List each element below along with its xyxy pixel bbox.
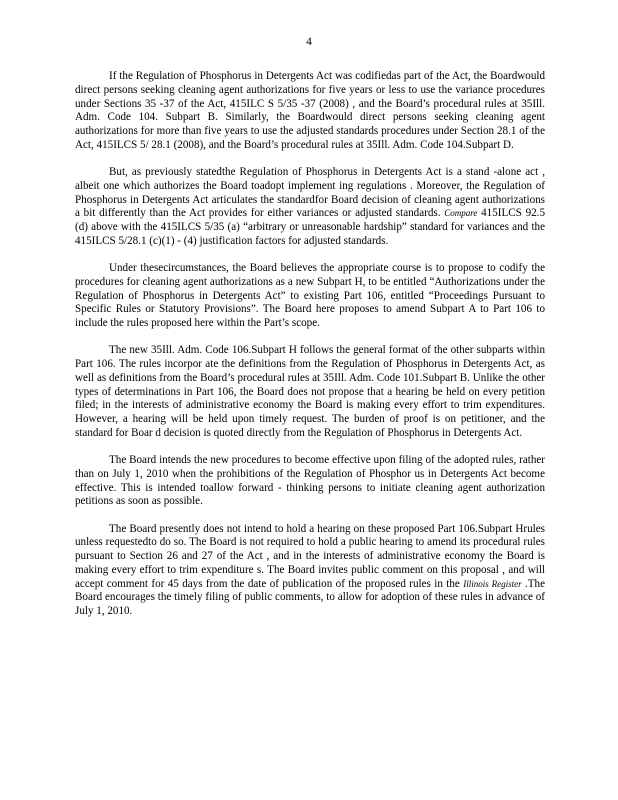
- paragraph-5: The Board intends the new procedures to become effective upon filing of the adopted rules, rather than on July 1, 2010 when the prohibitions of the Regulation of Phosphor us in Detergents Act become effective. This is intended toallow forward - thinking persons to initiate cleaning agent authorization petitions as soon as possible.: [75, 454, 545, 508]
- paragraph-1: If the Regulation of Phosphorus in Detergents Act was codifiedas part of the Act, the Boardwould direct persons seeking cleaning agent authorizations for five years or less to use the variance procedures under Sections 35 -37 of the Act, 415ILC S 5/35 -37 (2008) , and the Board’s procedural rules at 35Ill. Adm. Code 104. Subpart B. Similarly, the Boardwould direct persons seeking cleaning agent authorizations for more than five years to use the adjusted standards procedures under Section 28.1 of the Act, 415ILCS 5/ 28.1 (2008), and the Board’s procedural rules at 35Ill. Adm. Code 104.Subpart D.: [75, 70, 545, 151]
- italic-citation: Illinois Register: [463, 578, 522, 589]
- paragraph-6: The Board presently does not intend to hold a hearing on these proposed Part 106.Subpart Hrules unless requestedto do so. The Board is not required to hold a public hearing to amend its procedural rules pursuant to Section 26 and 27 of the Act , and in the interests of administrative economy the Board is making every effort to trim expenditure s. The Board invites public comment on this proposal , and will accept comment for 45 days from the date of publication of the proposed rules in the Illinois Register .The Board encourages the timely filing of public comments, to allow for adoption of these rules in advance of July 1, 2010.: [75, 522, 546, 617]
- paragraph-2: But, as previously statedthe Regulation of Phosphorus in Detergents Act is a stand -alone act , albeit one which authorizes the Board toadopt implement ing regulations . Moreover, the Regulation of Phosphorus in Detergents Act articulates the standardfor Board decision of cleaning agent authorizations a bit differently than the Act provides for either variances or adjusted standards. Compare 415ILCS 92.5 (d) above with the 415ILCS 5/35 (a) “arbitrary or unreasonable hardship” standard for variances and the 415ILCS 5/28.1 (c)(1) - (4) justification factors for adjusted standards.: [75, 166, 545, 247]
- paragraph-3: Under thesecircumstances, the Board believes the appropriate course is to propose to codify the procedures for cleaning agent authorizations as a new Subpart H, to be entitled “Authorizations under the Regulation of Phosphorus in Detergents Act” to existing Part 106, entitled “Proceedings Pursuant to Specific Rules or Statutory Provisions”. The Board here proposes to amend Subpart A to Part 106 to include the rules proposed here within the Part’s scope.: [75, 262, 545, 329]
- italic-citation: Compare: [444, 208, 478, 219]
- page-number: 4: [306, 36, 312, 48]
- body-text: [75, 70, 545, 632]
- paragraph-4: The new 35Ill. Adm. Code 106.Subpart H follows the general format of the other subparts within Part 106. The rules incorpor ate the definitions from the Regulation of Phosphorus in Detergents Act, as well as definitions from the Board’s procedural rules at 35Ill. Adm. Code 101.Subpart B. Unlike the other types of determinations in Part 106, the Board does not propose that a hearing be held on every petition filed; in the interests of administrative economy the Board is making every effort to trim expenditures. However, a hearing will be held upon timely request. The burden of proof is on petitioner, and the standard for Boar d decision is quoted directly from the Regulation of Phosphorus in Detergents Act.: [75, 344, 545, 439]
